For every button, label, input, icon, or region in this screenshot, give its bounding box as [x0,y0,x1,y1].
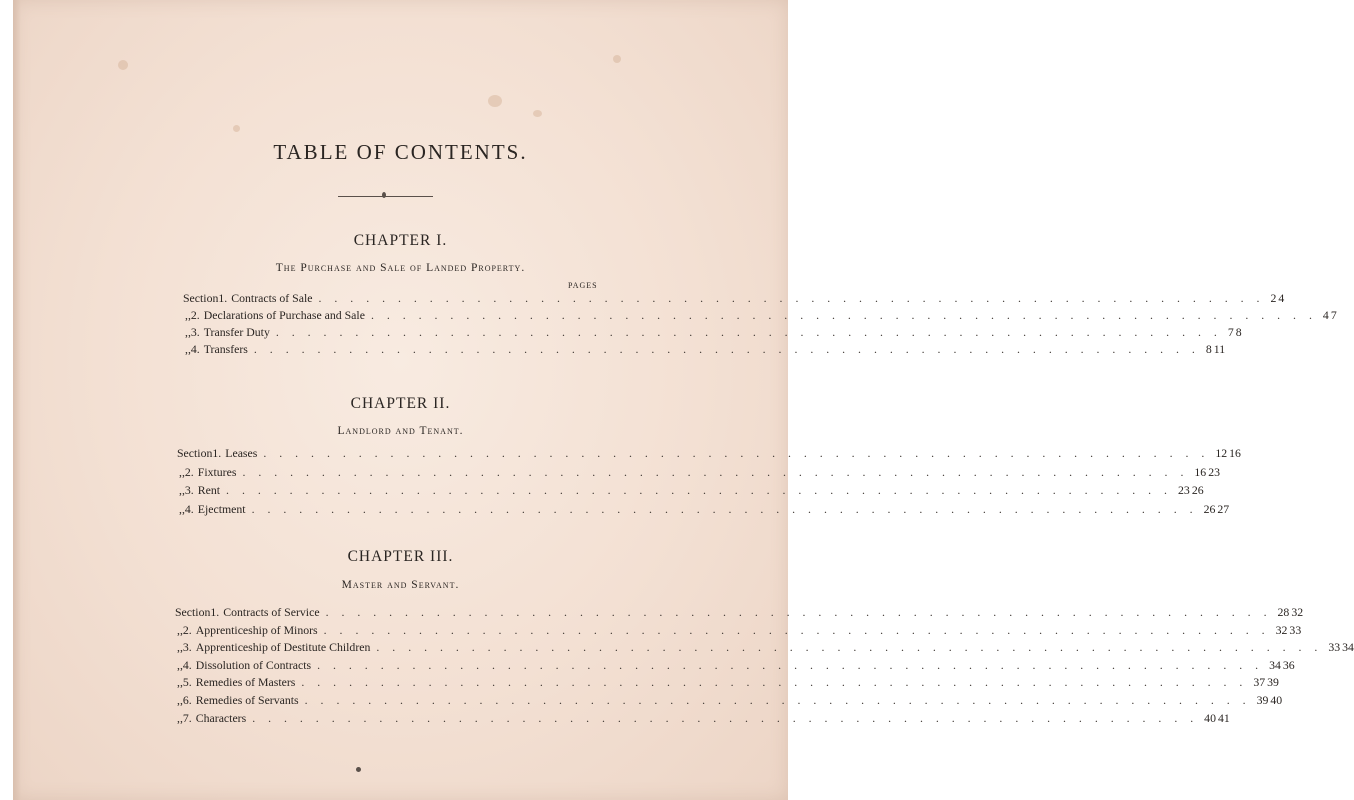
ditto-mark: ,, [179,464,185,479]
section-title: Remedies of Servants [195,693,299,707]
toc-entry [175,605,1304,621]
page-to: 41 [1217,710,1230,725]
book-page [13,0,1354,800]
ditto-mark: ,, [177,710,183,725]
dot-leader: . . . . . . . . . . . . . . . . . . . . . . . . . . . . . . . . . . . . . . . . . . . . . . . . . . . . . . . . . . . . [226,483,1173,497]
dot-leader: . . . . . . . . . . . . . . . . . . . . . . . . . . . . . . . . . . . . . . . . . . . . . . . . . . . . . . . . . . . . [323,622,1270,637]
page-from: 2 [1270,291,1277,305]
page-to: 27 [1217,501,1230,516]
section-title: Ejectment [197,501,246,516]
toc-entry [183,291,1285,307]
toc-entry [177,501,1230,518]
ditto-mark: ,, [179,501,185,516]
page-to: 8 [1235,325,1242,339]
dot-leader: . . . . . . . . . . . . . . . . . . . . . . . . . . . . . . . . . . . . . . . . . . . . . . . . . . . . . . . . . . . . [304,693,1251,707]
ditto-mark: ,, [177,622,183,637]
page-to: 11 [1213,342,1226,356]
foxing-spot [533,110,542,117]
page-from: 26 [1203,501,1216,516]
ditto-mark: ,, [185,325,191,339]
rule-ornament [382,192,386,198]
toc-entry [183,308,1337,324]
toc-entry [175,675,1279,691]
page-to: 26 [1191,483,1204,497]
section-title: Transfer Duty [203,325,270,339]
section-number: 6. [182,693,192,707]
pages-column-label: PAGES [568,281,598,290]
dot-leader: . . . . . . . . . . . . . . . . . . . . . . . . . . . . . . . . . . . . . . . . . . . . . . . . . . . . . . . . . . . . [275,325,1222,339]
section-number: 1. [218,291,228,305]
chapter-3-subtitle: Master and Servant. [341,579,460,591]
foxing-spot [613,55,621,63]
section-title: Rent [197,483,221,497]
chapter-2-subtitle: Landlord and Tenant. [337,425,464,437]
section-number: 4. [184,501,194,516]
page-to: 34 [1342,640,1354,655]
dot-leader: . . . . . . . . . . . . . . . . . . . . . . . . . . . . . . . . . . . . . . . . . . . . . . . . . . . . . . . . . . . . [251,501,1198,516]
foxing-spot [233,125,240,132]
toc-entry [175,640,1354,656]
section-number: 4. [182,657,192,672]
section-number: 1. [212,446,222,460]
section-number: 7. [182,710,192,725]
dot-leader: . . . . . . . . . . . . . . . . . . . . . . . . . . . . . . . . . . . . . . . . . . . . . . . . . . . . . . . . . . . . [325,605,1272,619]
chapter-1-heading: CHAPTER I. [353,232,448,249]
section-title: Apprenticeship of Minors [195,622,318,637]
section-title: Contracts of Sale [231,291,313,305]
section-number: 2. [184,464,194,479]
ditto-mark: ,, [177,675,183,690]
page-to: 23 [1208,464,1220,479]
dot-leader: . . . . . . . . . . . . . . . . . . . . . . . . . . . . . . . . . . . . . . . . . . . . . . . . . . . . . . . . . . . . [317,657,1264,672]
section-title: Apprenticeship of Destitute Children [195,640,371,655]
toc-entry [177,464,1220,481]
section-title: Leases [225,446,258,460]
footer-ornament [356,767,361,772]
page-from: 23 [1178,483,1190,497]
dot-leader: . . . . . . . . . . . . . . . . . . . . . . . . . . . . . . . . . . . . . . . . . . . . . . . . . . . . . . . . . . . . [376,640,1323,655]
dot-leader: . . . . . . . . . . . . . . . . . . . . . . . . . . . . . . . . . . . . . . . . . . . . . . . . . . . . . . . . . . . . [253,342,1200,356]
chapter-2-heading: CHAPTER II. [350,395,451,412]
section-number: 2. [190,308,200,322]
section-label: Section [177,446,213,460]
ditto-mark: ,, [185,308,191,322]
section-number: 1. [210,605,220,619]
dot-leader: . . . . . . . . . . . . . . . . . . . . . . . . . . . . . . . . . . . . . . . . . . . . . . . . . . . . . . . . . . . . [242,464,1189,479]
page-from: 16 [1194,464,1207,479]
section-title: Characters [195,710,247,725]
dot-leader: . . . . . . . . . . . . . . . . . . . . . . . . . . . . . . . . . . . . . . . . . . . . . . . . . . . . . . . . . . . . [301,675,1248,690]
page-to: 7 [1330,308,1337,322]
page-from: 8 [1205,342,1212,356]
page-from: 12 [1215,446,1228,460]
toc-entry [175,710,1230,727]
page-from: 28 [1277,605,1290,619]
page-to: 32 [1291,605,1304,619]
dot-leader: . . . . . . . . . . . . . . . . . . . . . . . . . . . . . . . . . . . . . . . . . . . . . . . . . . . . . . . . . . . . [318,291,1265,305]
section-number: 3. [182,640,192,655]
toc-entry [175,657,1295,674]
chapter-1-subtitle: The Purchase and Sale of Landed Property. [275,262,526,274]
ditto-mark: ,, [177,640,183,655]
section-title: Dissolution of Contracts [195,657,312,672]
section-label: Section [175,605,211,619]
dot-leader: . . . . . . . . . . . . . . . . . . . . . . . . . . . . . . . . . . . . . . . . . . . . . . . . . . . . . . . . . . . . [370,308,1317,322]
ditto-mark: ,, [177,657,183,672]
toc-entry [183,325,1242,341]
page-to: 39 [1267,675,1279,690]
toc-entry [177,483,1204,499]
section-number: 3. [190,325,200,339]
foxing-spot [488,95,502,107]
section-number: 2. [182,622,192,637]
section-number: 3. [184,483,194,497]
page-to: 36 [1282,657,1295,672]
toc-entry [175,693,1283,709]
page-to: 33 [1289,622,1302,637]
toc-entry [175,622,1302,639]
foxing-spot [118,60,128,70]
section-title: Contracts of Service [223,605,320,619]
section-title: Declarations of Purchase and Sale [203,308,365,322]
page-from: 32 [1275,622,1288,637]
page-from: 4 [1322,308,1329,322]
section-title: Remedies of Masters [195,675,296,690]
section-title: Transfers [203,342,248,356]
page-from: 34 [1269,657,1281,672]
chapter-3-heading: CHAPTER III. [347,548,454,565]
page-to: 40 [1270,693,1283,707]
ditto-mark: ,, [185,342,191,356]
toc-entry [183,342,1226,358]
toc-entry [177,446,1241,462]
ditto-mark: ,, [177,693,183,707]
page-to: 16 [1229,446,1241,460]
section-label: Section [183,291,219,305]
dot-leader: . . . . . . . . . . . . . . . . . . . . . . . . . . . . . . . . . . . . . . . . . . . . . . . . . . . . . . . . . . . . [252,710,1199,725]
section-title: Fixtures [197,464,237,479]
page-from: 40 [1204,710,1216,725]
page-from: 33 [1328,640,1341,655]
ditto-mark: ,, [179,483,185,497]
page-from: 39 [1256,693,1269,707]
page-from: 37 [1253,675,1266,690]
section-number: 5. [182,675,192,690]
dot-leader: . . . . . . . . . . . . . . . . . . . . . . . . . . . . . . . . . . . . . . . . . . . . . . . . . . . . . . . . . . . . [263,446,1210,460]
page-title: TABLE OF CONTENTS. [273,140,528,164]
section-number: 4. [190,342,200,356]
page-from: 7 [1227,325,1234,339]
page-to: 4 [1278,291,1285,305]
